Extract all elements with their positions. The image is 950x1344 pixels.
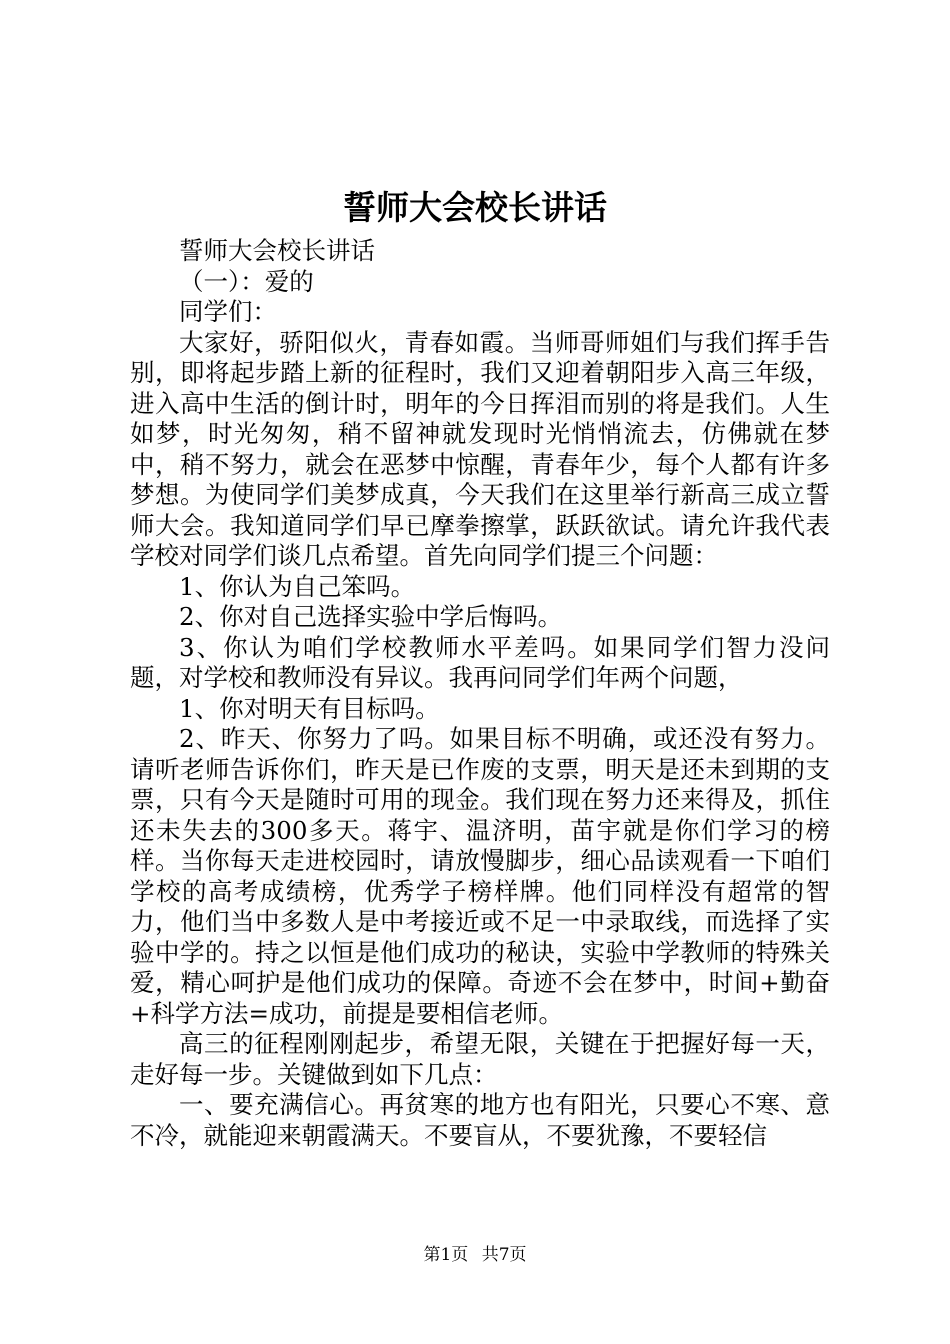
paragraph: 2、你对自己选择实验中学后悔吗。 xyxy=(179,602,563,631)
paragraph: 誓师大会校长讲话 xyxy=(179,236,375,265)
paragraph: 2、昨天、你努力了吗。如果目标不明确，或还没有努力。请听老师告诉你们，昨天是已作废的支票，明天是还未到期的支票，只有今天是随时可用的现金。我们现在努力还来得及，抓住还未失去的300多天。蒋宇、温济明，苗宇就是你们学习的榜样。当你每天走进校园时，请放慢脚步，细心品读观看一下咱们学校的高考成绩榜，优秀学子榜样牌。他们同样没有超常的智力，他们当中多数人是中考接近或不足一中录取线，而选择了实验中学的。持之以恒是他们成功的秘诀，实验中学教师的特殊关爱，精心呵护是他们成功的保障。奇迹不会在梦中，时间+勤奋+科学方法=成功，前提是要相信老师。 xyxy=(130,724,830,1028)
page-title: 誓师大会校长讲话 xyxy=(343,188,607,227)
paragraph: （一）：爱的 xyxy=(179,266,314,296)
paragraph: 同学们： xyxy=(179,297,277,326)
paragraph: 1、你对明天有目标吗。 xyxy=(179,693,440,723)
paragraph: 3、你认为咱们学校教师水平差吗。如果同学们智力没问题，对学校和教师没有异议。我再问同学们年两个问题， xyxy=(130,632,830,692)
page-number: 第1页 xyxy=(423,1245,469,1265)
page-total: 共7页 xyxy=(481,1245,527,1265)
paragraph: 一、要充满信心。再贫寒的地方也有阳光，只要心不寒、意不冷，就能迎来朝霞满天。不要盲从，不要犹豫，不要轻信 xyxy=(130,1090,830,1150)
document-body xyxy=(130,236,830,1151)
paragraph: 大家好，骄阳似火，青春如霞。当师哥师姐们与我们挥手告别，即将起步踏上新的征程时，我们又迎着朝阳步入高三年级，进入高中生活的倒计时，明年的今日挥泪而别的将是我们。人生如梦，时光匆匆，稍不留神就发现时光悄悄流去，仿佛就在梦中，稍不努力，就会在恶梦中惊醒，青春年少，每个人都有许多梦想。为使同学们美梦成真，今天我们在这里举行新高三成立誓师大会。我知道同学们早已摩拳擦掌，跃跃欲试。请允许我代表学校对同学们谈几点希望。首先向同学们提三个问题： xyxy=(130,327,830,570)
page-footer xyxy=(0,1244,950,1266)
paragraph: 1、你认为自己笨吗。 xyxy=(179,571,416,601)
paragraph: 高三的征程刚刚起步，希望无限，关键在于把握好每一天，走好每一步。关键做到如下几点： xyxy=(130,1029,830,1089)
